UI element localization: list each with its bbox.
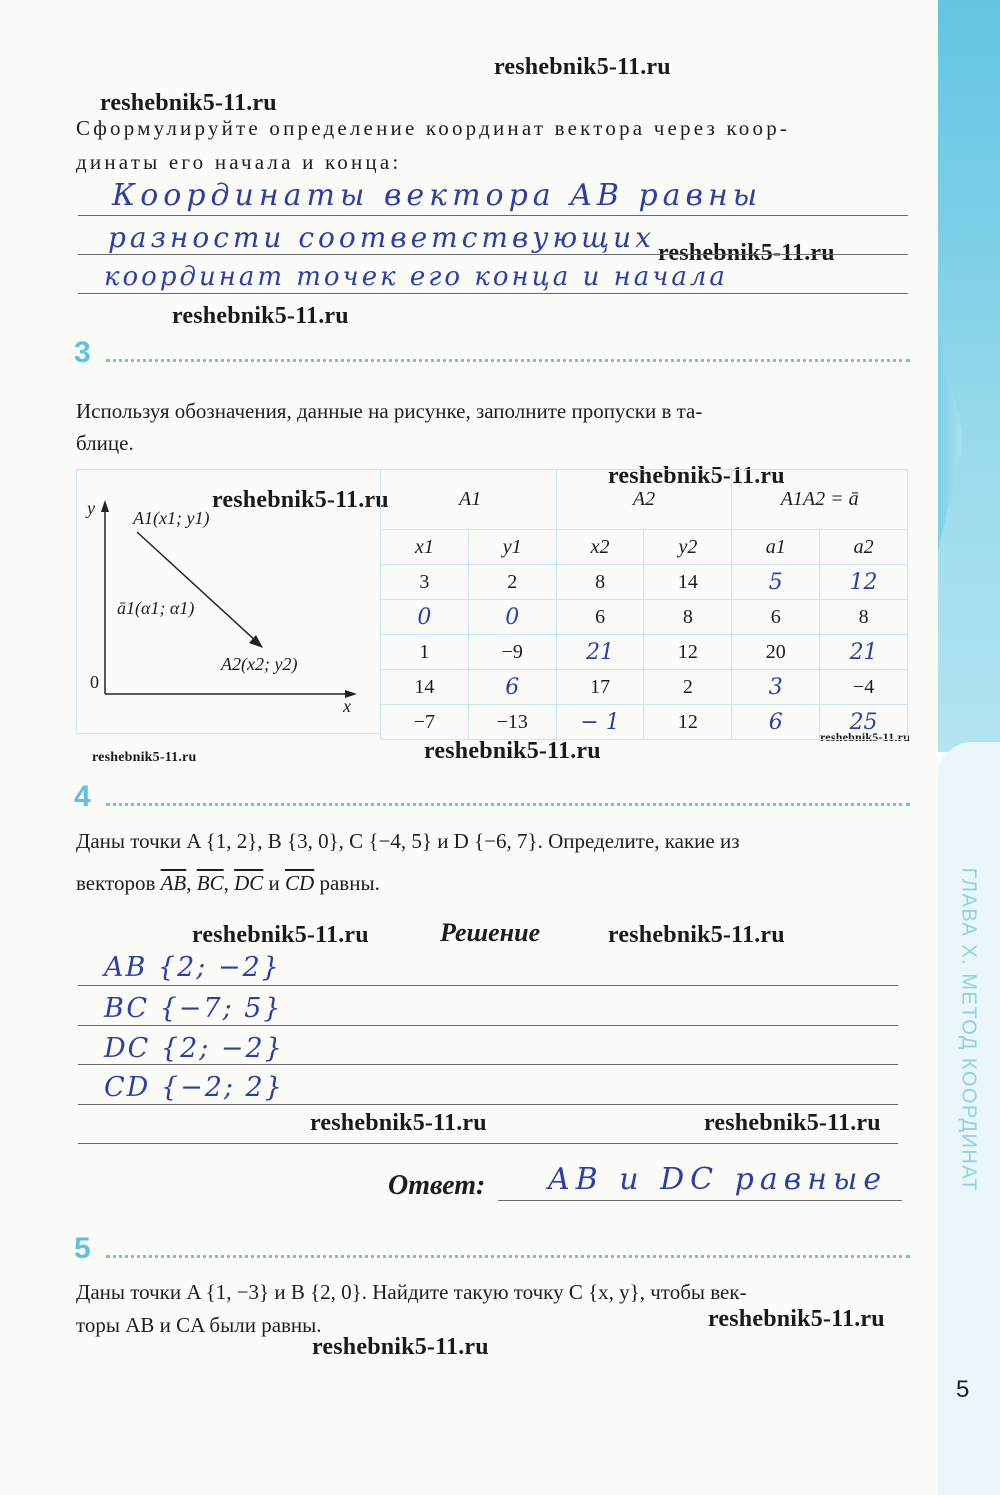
table-row [381, 565, 908, 600]
axis-x-label: x [343, 696, 351, 716]
vectors-prefix: векторов [76, 871, 156, 895]
handwritten-value: 25 [849, 709, 878, 735]
axis-y-label: y [87, 498, 95, 518]
ruled-line [78, 1025, 898, 1026]
column-header: a1 [732, 530, 820, 565]
table-cell: 3 [381, 565, 469, 600]
task2-answer-line2: разности соответствующих [108, 221, 655, 254]
handwritten-value: 21 [849, 639, 878, 665]
ruled-line [78, 1143, 898, 1144]
task3-number: 3 [74, 336, 91, 369]
answer-label: Ответ: [388, 1170, 486, 1201]
vector-bc: $\overline{BC}$ [196, 871, 224, 895]
section-divider [106, 1255, 910, 1258]
task3-text-line1: Используя обозначения, данные на рисунке, заполните пропуски в та- [76, 399, 703, 423]
origin-label: 0 [90, 672, 99, 692]
watermark: reshebnik5-11.ru [100, 90, 277, 116]
table-cell-handwritten [732, 670, 820, 705]
task3-text-line2: блице. [76, 431, 134, 455]
task4-text-line2: векторов $\overline{AB}$, $\overline{BC}$, $\overline{DC}$ и $\overline{CD}$ равны. [76, 871, 380, 895]
vector-label: ā1(α1; α1) [117, 598, 195, 618]
column-header: a2 [820, 530, 908, 565]
table-cell: −4 [820, 670, 908, 705]
handwritten-value: 0 [417, 604, 432, 630]
watermark: reshebnik5-11.ru [494, 54, 671, 80]
handwritten-value: 0 [505, 604, 520, 630]
column-header: x1 [381, 530, 469, 565]
point-a2-label: A2(x2; y2) [221, 654, 298, 674]
handwritten-value: 6 [505, 674, 520, 700]
watermark: reshebnik5-11.ru [212, 487, 389, 513]
table-cell: 17 [556, 670, 644, 705]
page-number: 5 [956, 1376, 970, 1403]
table-cell-handwritten [381, 600, 469, 635]
section-divider [106, 359, 910, 362]
ruled-line [78, 293, 908, 294]
table-cell: −13 [468, 705, 556, 740]
ruled-line [78, 254, 908, 255]
task5-text-line2: торы AB и CA были равны. [76, 1313, 322, 1337]
handwritten-value: 21 [586, 639, 615, 665]
table-cell-handwritten [732, 565, 820, 600]
table-cell: 6 [556, 600, 644, 635]
table-cell: −7 [381, 705, 469, 740]
table-cell-handwritten [820, 705, 908, 740]
header-group-vector: A1A2 = ā [732, 470, 908, 530]
table-cell: 8 [820, 600, 908, 635]
chapter-title: ГЛАВА X. МЕТОД КООРДИНАТ [957, 867, 980, 1193]
handwritten-value: 3 [768, 674, 783, 700]
table-cell-handwritten [820, 635, 908, 670]
task2-answer-line3: координат точек его конца и начала [104, 262, 728, 292]
solution-line: CD {−2; 2} [104, 1072, 284, 1103]
vector-ab: $\overline{AB}$ [160, 871, 187, 895]
solution-line: BC {−7; 5} [104, 993, 283, 1024]
watermark: reshebnik5-11.ru [172, 303, 349, 329]
answer-text: AB и DC равные [548, 1162, 888, 1197]
table-cell: 2 [644, 670, 732, 705]
vector-dc: $\overline{DC}$ [234, 871, 264, 895]
ruled-line [78, 215, 908, 216]
watermark: reshebnik5-11.ru [192, 922, 369, 948]
column-header: y1 [468, 530, 556, 565]
table-cell: −9 [468, 635, 556, 670]
ruled-line [78, 1064, 898, 1065]
watermark: reshebnik5-11.ru [310, 1110, 487, 1136]
solution-line: DC {2; −2} [104, 1033, 284, 1064]
handwritten-value: 12 [849, 569, 878, 595]
table-cell-handwritten [820, 565, 908, 600]
ruled-line [78, 985, 898, 986]
task4-number: 4 [74, 780, 91, 813]
watermark: reshebnik5-11.ru [92, 750, 197, 765]
handwritten-value: 6 [768, 709, 783, 735]
header-group-a1: A1 [381, 470, 557, 530]
solution-label: Решение [440, 918, 541, 947]
watermark: reshebnik5-11.ru [424, 738, 601, 764]
table-cell: 12 [644, 635, 732, 670]
watermark: reshebnik5-11.ru [312, 1334, 489, 1360]
task5-text-line1: Даны точки A {1, −3} и B {2, 0}. Найдите такую точку C {x, y}, чтобы век- [76, 1280, 747, 1304]
task2-question-line1: Сформулируйте определение координат вектора через коор- [76, 116, 791, 140]
watermark: reshebnik5-11.ru [608, 922, 785, 948]
task2-question-line2: динаты его начала и конца: [76, 150, 402, 174]
column-header: x2 [556, 530, 644, 565]
vector-figure [76, 469, 380, 734]
table-cell: 14 [381, 670, 469, 705]
vector-cd: $\overline{CD}$ [285, 871, 315, 895]
watermark: reshebnik5-11.ru [704, 1110, 881, 1136]
vectors-suffix: равны. [319, 871, 380, 895]
table-cell: 6 [732, 600, 820, 635]
task2-answer-line1: Координаты вектора AB равны [112, 178, 763, 213]
table-cell-handwritten [468, 600, 556, 635]
table-row [381, 635, 908, 670]
watermark: reshebnik5-11.ru [608, 463, 785, 489]
header-group-a2: A2 [556, 470, 732, 530]
watermark: reshebnik5-11.ru [820, 730, 910, 744]
ruled-line [78, 1104, 898, 1105]
section-divider [106, 803, 910, 806]
column-header: y2 [644, 530, 732, 565]
table-cell-handwritten [732, 705, 820, 740]
answer-line [498, 1200, 902, 1201]
table-cell: 1 [381, 635, 469, 670]
table-cell: 8 [644, 600, 732, 635]
table-cell: 2 [468, 565, 556, 600]
table-cell: 8 [556, 565, 644, 600]
table-cell-handwritten [556, 635, 644, 670]
watermark: reshebnik5-11.ru [708, 1306, 885, 1332]
handwritten-value: 5 [768, 569, 783, 595]
task5-number: 5 [74, 1232, 91, 1265]
table-cell-handwritten [556, 705, 644, 740]
table-row [381, 600, 908, 635]
table-cell: 20 [732, 635, 820, 670]
coordinates-table [380, 469, 908, 740]
handwritten-value: − 1 [580, 709, 620, 735]
table-cell: 12 [644, 705, 732, 740]
point-a1-label: A1(x1; y1) [133, 508, 210, 528]
table-cell: 14 [644, 565, 732, 600]
task4-text-line1: Даны точки A {1, 2}, B {3, 0}, C {−4, 5} и D {−6, 7}. Определите, какие из [76, 829, 740, 853]
table-row [381, 670, 908, 705]
table-cell-handwritten [468, 670, 556, 705]
table-row [381, 705, 908, 740]
watermark: reshebnik5-11.ru [658, 240, 835, 266]
solution-line: AB {2; −2} [104, 952, 281, 983]
